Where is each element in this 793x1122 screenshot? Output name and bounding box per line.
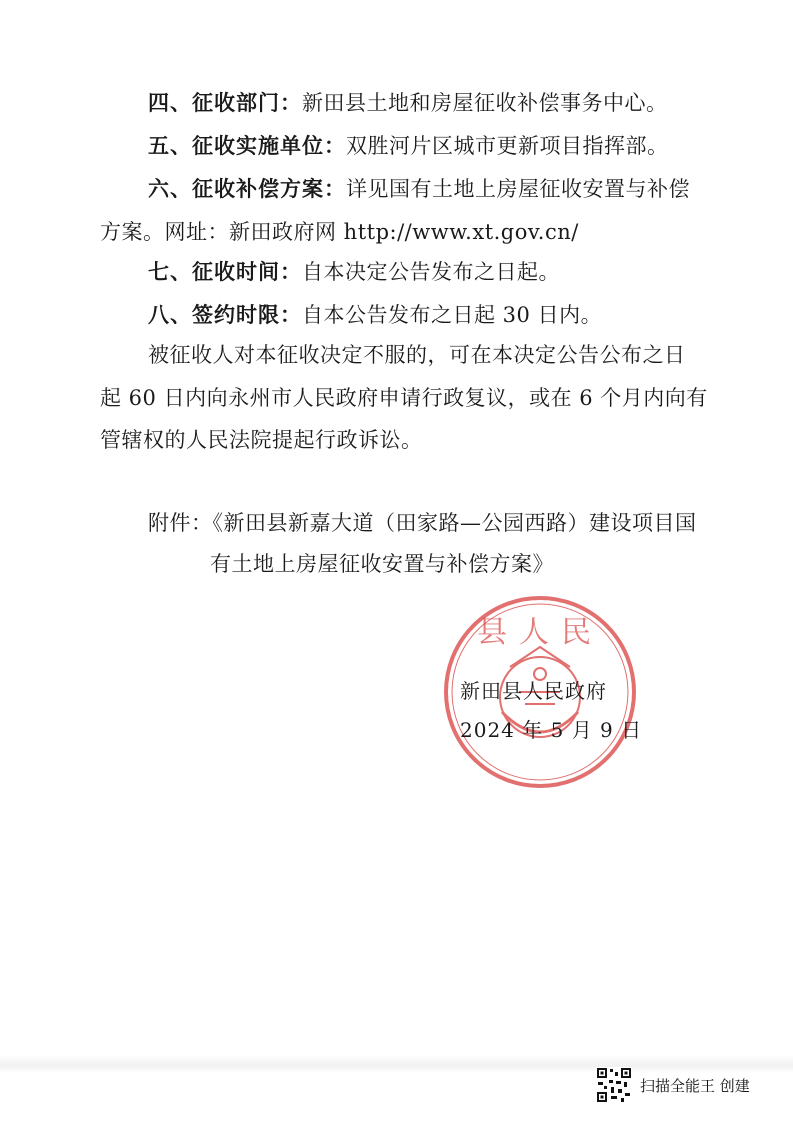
qr-code-icon (596, 1067, 632, 1103)
item-text: 自本决定公告发布之日起。 (302, 260, 560, 284)
item-implementer (148, 131, 788, 161)
item-label: 四、征收部门： (148, 91, 302, 115)
item-label: 六、征收补偿方案： (148, 177, 346, 201)
item-text: 方案。网址：新田政府网 http://www.xt.gov.cn/ (100, 220, 579, 244)
seal-text: 县人民 (477, 615, 603, 650)
appeal-line-2: 起 60 日内向永州市人民政府申请行政复议，或在 6 个月内向有 (100, 386, 708, 410)
item-text: 详见国有土地上房屋征收安置与补偿 (346, 177, 690, 201)
item-text: 自本公告发布之日起 30 日内。 (302, 303, 603, 327)
scanner-label: 扫描全能王 创建 (640, 1076, 750, 1095)
item-department (148, 88, 788, 118)
item-text: 双胜河片区城市更新项目指挥部。 (346, 134, 669, 158)
attachment-line-2: 有土地上房屋征收安置与补偿方案》 (210, 552, 554, 576)
appeal-line-3: 管辖权的人民法院提起行政诉讼。 (100, 428, 423, 452)
attachment-line-1: 附件：《新田县新嘉大道（田家路—公园西路）建设项目国 (148, 511, 697, 535)
item-plan (148, 174, 788, 204)
item-text: 新田县土地和房屋征收补偿事务中心。 (302, 91, 668, 115)
item-label: 七、征收时间： (148, 260, 302, 284)
appeal-line-1: 被征收人对本征收决定不服的，可在本决定公告公布之日 (148, 343, 686, 367)
item-label: 五、征收实施单位： (148, 134, 346, 158)
scanner-watermark (596, 1066, 750, 1104)
item-deadline (148, 300, 788, 330)
issuer-name: 新田县人民政府 (460, 679, 607, 703)
issue-date: 2024 年 5 月 9 日 (460, 718, 643, 742)
item-time (148, 257, 788, 287)
item-label: 八、签约时限： (148, 303, 302, 327)
item-plan-continued (100, 217, 740, 247)
